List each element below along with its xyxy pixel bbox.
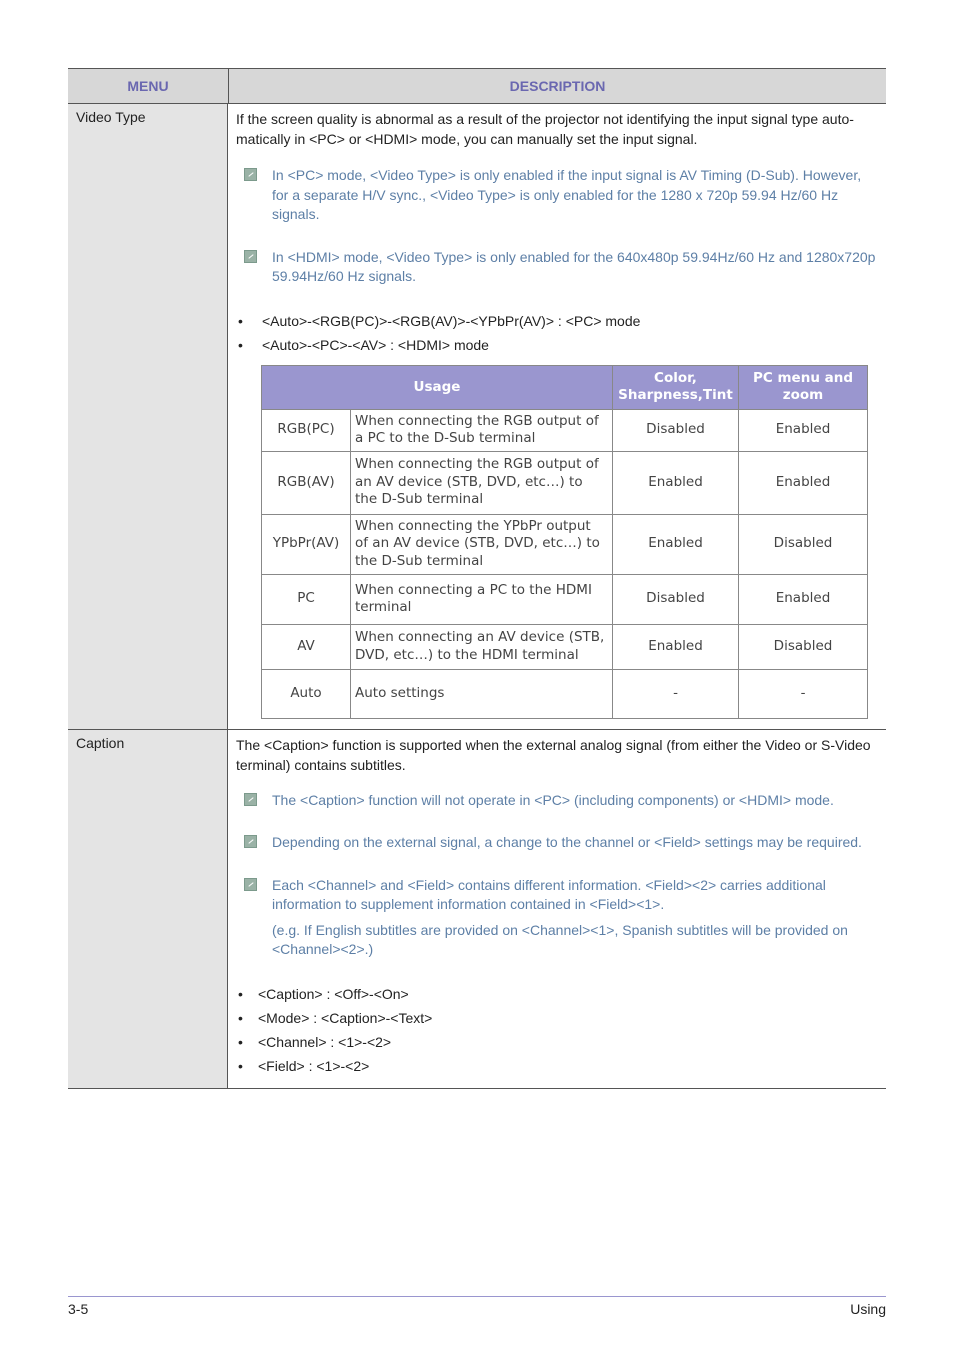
bullet-dot: •	[238, 1057, 243, 1074]
table-row-video-type	[68, 104, 886, 729]
pc-cell: Disabled	[739, 624, 868, 669]
color-cell: Enabled	[613, 514, 739, 574]
table-row	[262, 574, 868, 624]
usage-table	[261, 365, 868, 719]
pc-menu-header: PC menu and zoom	[739, 365, 868, 409]
list-item: • <Mode> : <Caption>-<Text>	[236, 1006, 878, 1030]
note-icon	[244, 878, 257, 891]
bullet-dot: •	[238, 336, 243, 353]
table-row	[262, 409, 868, 451]
color-cell: Disabled	[613, 409, 739, 451]
note-text: The <Caption> function will not operate in <PC> (including components) or <HDMI> mode.	[272, 791, 834, 808]
mode-cell: RGB(PC)	[262, 409, 351, 451]
table-row-caption	[68, 729, 886, 1088]
note-text: In <HDMI> mode, <Video Type> is only enabled for the 640x480p 59.94Hz/60 Hz and 1280x720p 59.94Hz/60 Hz signals.	[272, 248, 876, 284]
color-cell: Disabled	[613, 574, 739, 624]
mode-cell: PC	[262, 574, 351, 624]
note-channel-field	[236, 876, 878, 960]
caption-description	[228, 730, 886, 1088]
desc-cell: Auto settings	[351, 669, 613, 718]
color-cell: -	[613, 669, 739, 718]
video-type-options-list	[236, 309, 878, 357]
note-icon	[244, 168, 257, 181]
caption-intro: The <Caption> function is supported when the external analog signal (from either the Video or S-Video terminal) contains subtitles.	[236, 736, 871, 773]
pc-cell: -	[739, 669, 868, 718]
note-icon	[244, 835, 257, 848]
menu-column-header: MENU	[68, 69, 229, 103]
mode-cell: YPbPr(AV)	[262, 514, 351, 574]
table-row	[262, 669, 868, 718]
bullet-dot: •	[238, 1033, 243, 1050]
desc-cell: When connecting the RGB output of an AV device (STB, DVD, etc…) to the D-Sub terminal	[351, 451, 613, 514]
menu-item-video-type: Video Type	[68, 104, 228, 729]
note-text: In <PC> mode, <Video Type> is only enabled if the input signal is AV Timing (D-Sub). However, for a separate H/V sync., <Video Type> is only enabled for the 1280 x 720p 59.94 Hz/60 Hz signals.	[272, 167, 862, 222]
color-cell: Enabled	[613, 624, 739, 669]
usage-header: Usage	[262, 365, 613, 409]
usage-table-header	[262, 365, 868, 409]
table-row	[262, 624, 868, 669]
mode-cell: RGB(AV)	[262, 451, 351, 514]
desc-cell: When connecting an AV device (STB, DVD, etc…) to the HDMI terminal	[351, 624, 613, 669]
note-external-signal	[236, 833, 878, 853]
list-item: • <Caption> : <Off>-<On>	[236, 982, 878, 1006]
note-caption-mode	[236, 791, 878, 811]
table-row	[262, 451, 868, 514]
list-item: • <Field> : <1>-<2>	[236, 1054, 878, 1078]
note-example: (e.g. If English subtitles are provided on <Channel><1>, Spanish subtitles will be provided on <Channel><2>.)	[272, 921, 848, 957]
pc-cell: Enabled	[739, 451, 868, 514]
bullet-dot: •	[238, 985, 243, 1002]
note-pc-mode	[236, 166, 878, 225]
bullet-dot: •	[238, 312, 243, 329]
menu-description-table	[68, 68, 886, 1089]
desc-cell: When connecting a PC to the HDMI terminal	[351, 574, 613, 624]
note-icon	[244, 793, 257, 806]
color-cell: Enabled	[613, 451, 739, 514]
video-type-description	[228, 104, 886, 729]
caption-options-list	[236, 982, 878, 1078]
section-name: Using	[850, 1301, 886, 1317]
description-column-header: DESCRIPTION	[509, 78, 606, 94]
mode-cell: AV	[262, 624, 351, 669]
footer-divider	[68, 1296, 886, 1297]
note-text: Depending on the external signal, a change to the channel or <Field> settings may be required.	[272, 834, 862, 850]
page-number: 3-5	[68, 1301, 89, 1317]
note-icon	[244, 250, 257, 263]
video-type-intro: If the screen quality is abnormal as a result of the projector not identifying the input signal type auto-matically in <PC> or <HDMI> mode, you can manually set the input signal.	[236, 111, 854, 147]
list-item: • <Auto>-<PC>-<AV> : <HDMI> mode	[236, 333, 878, 357]
pc-cell: Enabled	[739, 574, 868, 624]
note-text: Each <Channel> and <Field> contains different information. <Field><2> carries additional information to supplement information contained in <Field><1>.	[272, 876, 826, 912]
table-row	[262, 514, 868, 574]
list-item: • <Auto>-<RGB(PC)>-<RGB(AV)>-<YPbPr(AV)> : <PC> mode	[236, 309, 878, 333]
list-item: • <Channel> : <1>-<2>	[236, 1030, 878, 1054]
desc-cell: When connecting the RGB output of a PC to the D-Sub terminal	[351, 409, 613, 451]
mode-cell: Auto	[262, 669, 351, 718]
menu-item-caption: Caption	[68, 730, 228, 1088]
pc-cell: Disabled	[739, 514, 868, 574]
desc-cell: When connecting the YPbPr output of an AV device (STB, DVD, etc…) to the D-Sub terminal	[351, 514, 613, 574]
color-header: Color, Sharpness,Tint	[613, 365, 739, 409]
bullet-dot: •	[238, 1009, 243, 1026]
pc-cell: Enabled	[739, 409, 868, 451]
note-hdmi-mode	[236, 248, 878, 287]
table-header	[68, 69, 886, 104]
